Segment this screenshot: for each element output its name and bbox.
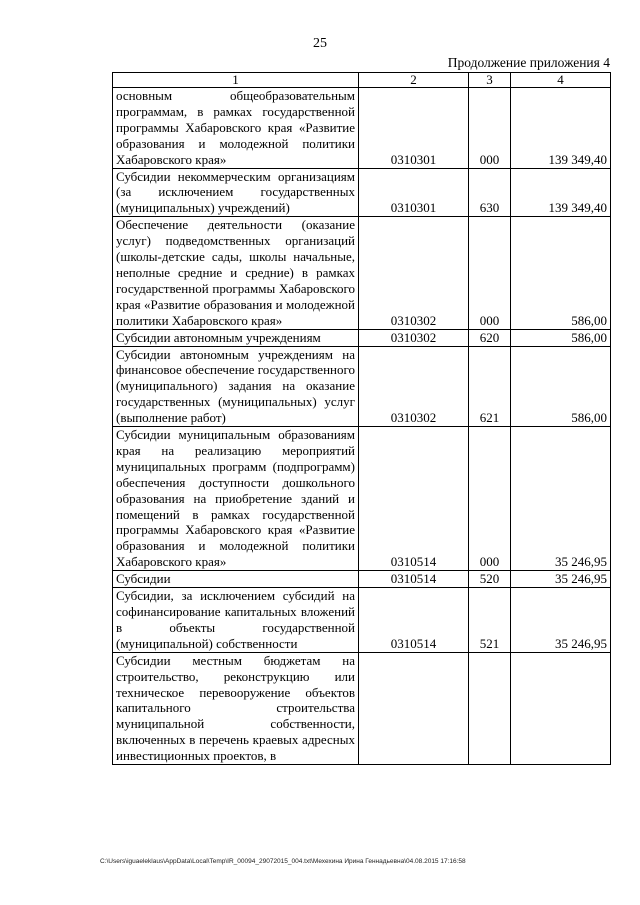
row-sum: 139 349,40 [511, 168, 611, 217]
row-code: 0310302 [359, 329, 469, 346]
row-name: Субсидии некоммерческим организациям (за исключением государственных (муниципальных) учреждений) [113, 168, 359, 217]
row-type: 000 [469, 217, 511, 329]
row-sum: 139 349,40 [511, 88, 611, 169]
row-code: 0310514 [359, 571, 469, 588]
table-row [113, 217, 611, 329]
row-code: 0310302 [359, 217, 469, 329]
budget-table [112, 72, 611, 765]
header-col-3: 3 [469, 73, 511, 88]
row-type: 620 [469, 329, 511, 346]
header-row [113, 73, 611, 88]
continuation-label: Продолжение приложения 4 [447, 55, 610, 70]
row-code: 0310514 [359, 588, 469, 653]
file-path-footer: C:\Users\iguaeleklaus\AppData\Local\Temp\IR_00094_29072015_004.txt\Мехехина Ирина Геннадьевна\04.08.2015 17:16:58 [100, 858, 466, 865]
row-sum [511, 652, 611, 764]
table-row [113, 652, 611, 764]
row-type: 000 [469, 427, 511, 571]
table-row [113, 168, 611, 217]
table-row [113, 427, 611, 571]
row-name: Субсидии муниципальным образованиям края на реализацию мероприятий муниципальных программ (подпрограмм) обеспечения доступности дошкольного образования на приобретение зданий и помещений в рамках государственной программы Хабаровского края «Развитие образования и молодежной политики Хабаровского края» [113, 427, 359, 571]
row-type: 630 [469, 168, 511, 217]
row-code: 0310301 [359, 88, 469, 169]
row-sum: 35 246,95 [511, 571, 611, 588]
row-type: 521 [469, 588, 511, 653]
row-type: 000 [469, 88, 511, 169]
row-name: Субсидии местным бюджетам на строительство, реконструкцию или техническое перевооружение объектов капитального строительства муниципальной собственности, включенных в перечень краевых адресных инвестиционных проектов, в [113, 652, 359, 764]
row-name: основным общеобразовательным программам, в рамках государственной программы Хабаровского края «Развитие образования и молодежной политики Хабаровского края» [113, 88, 359, 169]
table-row [113, 346, 611, 427]
row-type [469, 652, 511, 764]
row-name: Обеспечение деятельности (оказание услуг) подведомственных организаций (школы-детские сады, школы начальные, неполные средние и средние) в рамках государственной программы Хабаровского края «Развитие образования и молодежной политики Хабаровского края» [113, 217, 359, 329]
row-code: 0310301 [359, 168, 469, 217]
row-sum: 586,00 [511, 346, 611, 427]
table-row [113, 588, 611, 653]
row-code: 0310302 [359, 346, 469, 427]
page-number: 25 [313, 36, 327, 51]
row-code: 0310514 [359, 427, 469, 571]
table-row [113, 88, 611, 169]
table-row [113, 571, 611, 588]
header-col-1: 1 [113, 73, 359, 88]
row-type: 520 [469, 571, 511, 588]
row-name: Субсидии автономным учреждениям на финансовое обеспечение государственного (муниципального) задания на оказание государственных (муниципальных) услуг (выполнение работ) [113, 346, 359, 427]
row-name: Субсидии, за исключением субсидий на софинансирование капитальных вложений в объекты государственной (муниципальной) собственности [113, 588, 359, 653]
header-col-4: 4 [511, 73, 611, 88]
row-type: 621 [469, 346, 511, 427]
row-sum: 586,00 [511, 217, 611, 329]
row-code [359, 652, 469, 764]
row-sum: 35 246,95 [511, 588, 611, 653]
row-name: Субсидии [113, 571, 359, 588]
row-sum: 586,00 [511, 329, 611, 346]
table-row [113, 329, 611, 346]
row-name: Субсидии автономным учреждениям [113, 329, 359, 346]
row-sum: 35 246,95 [511, 427, 611, 571]
header-col-2: 2 [359, 73, 469, 88]
